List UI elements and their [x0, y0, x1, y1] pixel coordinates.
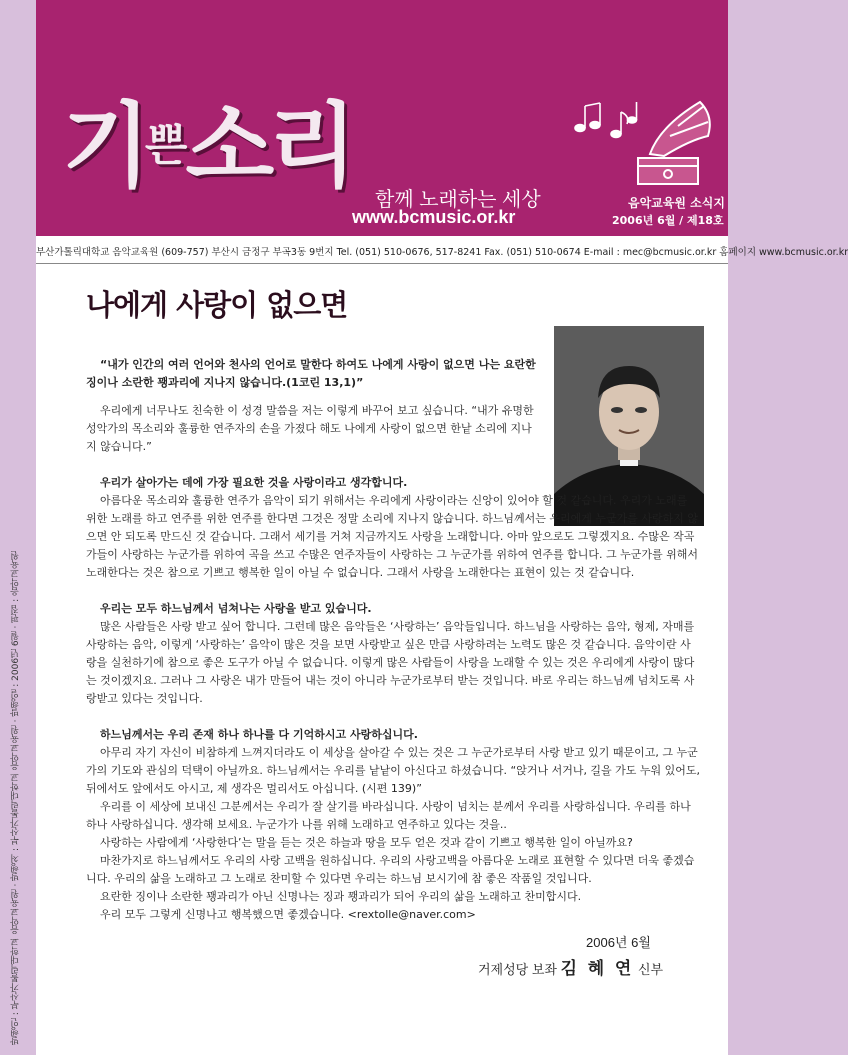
author-email[interactable]: <rextolle@naver.com>	[347, 908, 476, 921]
section-heading: 우리는 모두 하느님께서 넘쳐나는 사랑을 받고 있습니다.	[100, 602, 372, 615]
article-body	[86, 356, 701, 924]
paragraph: 사랑하는 사람에게 ‘사랑한다’는 말을 듣는 것은 하늘과 땅을 모두 얻은 것과 같이 기쁘고 행복한 일이 아닐까요?	[100, 836, 633, 849]
article-date: 2006년 6월	[586, 935, 651, 950]
issue-name: 음악교육원 소식지	[628, 196, 725, 210]
issue-date: 2006년 6월 / 제18호	[612, 214, 724, 227]
paragraph: 요란한 징이나 소란한 꽹과리가 아닌 신명나는 징과 꽹과리가 되어 우리의 삶을 노래하고 찬미합시다.	[100, 890, 582, 903]
paragraph: 아무리 자기 자신이 비참하게 느껴지더라도 이 세상을 살아갈 수 있는 것은 그 누군가로부터 사랑 받고 있기 때문이고, 그 누군가의 기도와 관심의 덕택이 아닐까요. 하느님께서는 우리를 낱낱이 아신다고 하셨습니다. “앉거나 서거나, 길을 가도 누워 있어도, 뒤에서도 앞에서도 아시고, 제 생각은 멀리서도 아십니다. (시편 139)”	[86, 746, 701, 795]
author-name: 김 혜 연	[560, 959, 635, 978]
logo-part-2: 쁜	[144, 120, 186, 171]
paragraph: 우리에게 너무나도 친숙한 이 성경 말씀을 저는 이렇게 바꾸어 보고 싶습니다. “내가 유명한 성악가의 목소리와 훌륭한 연주자의 손을 가졌다 해도 나에게 사랑이 없으면 한낱 소리에 지나지 않습니다.”	[86, 404, 534, 453]
author-title: 신부	[637, 962, 664, 977]
logo-part-1: 기	[62, 92, 145, 200]
newsletter-logo	[62, 92, 382, 206]
paragraph: 우리를 이 세상에 보내신 그분께서는 우리가 잘 살기를 바라십니다. 사랑이 넘치는 분께서 우리를 사랑하십니다. 우리를 하나하나 사랑하십니다. 생각해 보세요. 누군가가 나를 위해 노래하고 연주하고 있다는 것을..	[86, 800, 691, 831]
article-title: 나에게 사랑이 없으면	[86, 288, 348, 322]
author-role: 거제성당 보좌	[478, 962, 557, 977]
closing-line	[86, 906, 701, 924]
slogan: 함께 노래하는 세상	[375, 189, 541, 211]
divider	[36, 263, 728, 264]
section-heading: 우리가 살아가는 데에 가장 필요한 것을 사랑이라고 생각합니다.	[100, 476, 408, 489]
website-link[interactable]: www.bcmusic.or.kr	[352, 207, 516, 227]
phonograph-icon	[630, 96, 716, 192]
section-heading: 하느님께서는 우리 존재 하나 하나를 다 기억하시고 사랑하십니다.	[100, 728, 418, 741]
closing-text: 우리 모두 그렇게 신명나고 행복했으면 좋겠습니다.	[100, 908, 345, 921]
paragraph: 많은 사람들은 사랑 받고 싶어 합니다. 그런데 많은 음악들은 ‘사랑하는’ 음악들입니다. 하느님을 사랑하는 음악, 형제, 자매를 사랑하는 음악, 이렇게 ‘사랑하는’ 음악이 많은 것을 보면 사랑받고 싶은 만큼 사랑하려는 노력도 많은 것 같습니다. 음악이란 사랑을 실천하기에 참으로 좋은 도구가 아닐 수 없습니다. 이렇게 많은 사람들이 사랑을 노래할 수 있는 것은 우리에게 사랑이 많다는 것이겠지요. 그러나 그 사랑은 내가 만들어 내는 것이 아니라 누군가로부터 받는 것입니다. 바로 우리는 하느님께 넘치도록 사랑받고 있다는 것입니다.	[86, 620, 695, 705]
publication-info-strip: 발행인 : 부산가톨릭대학교 음악교육원 · 발행처 : 부산가톨릭대학교 음악교육원 · 발행일 : 2006년 6월 · 편집 : 음악교육원	[11, 551, 21, 1045]
paragraph: 마찬가지로 하느님께서도 우리의 사랑 고백을 원하십니다. 우리의 사랑고백을 아름다운 노래로 표현할 수 있다면 더욱 좋겠습니다. 우리의 삶을 노래하고 그 노래로 찬미할 수 있다면 우리는 하느님 보시기에 참 좋은 작품일 것입니다.	[86, 854, 695, 885]
author-signature	[478, 954, 663, 979]
contact-line: 부산가톨릭대학교 음악교육원 (609-757) 부산시 금정구 부곡3동 9번지 Tel. (051) 510-0676, 517-8241 Fax. (051) 510-0674 E-mail : mec@bcmusic.or.kr 홈페이지 www.bcmusic.or.kr	[36, 247, 848, 258]
lead-quote: “내가 인간의 여러 언어와 천사의 언어로 말한다 하여도 나에게 사랑이 없으면 나는 요란한 징이나 소란한 꽹과리에 지나지 않습니다.(1코린 13,1)”	[86, 358, 536, 389]
paragraph: 아름다운 목소리와 훌륭한 연주가 음악이 되기 위해서는 우리에게 사랑이라는 신앙이 있어야 할 것 같습니다. 우리가 노래를 위한 노래를 하고 연주를 위한 연주를 한다면 그것은 정말 소리에 지나지 않습니다. 하느님께서는 우리에게 누군가를 사랑하지 않으면 안 되도록 만드신 것 같습니다. 그래서 세기를 거쳐 지금까지도 사랑을 노래합니다. 아마 앞으로도 그렇겠지요. 수많은 작곡가들이 사랑하는 누군가를 위하여 곡을 쓰고 수많은 연주자들이 사랑하는 그 누군가를 위하여 연주를 합니다. 그 누군가를 위해서 노래한다는 것은 참으로 기쁘고 행복한 일이 아닐 수 없습니다. 그래서 사랑을 노래한다는 표현이 있는 것 같습니다.	[86, 494, 698, 579]
logo-part-3: 소리	[185, 92, 352, 200]
